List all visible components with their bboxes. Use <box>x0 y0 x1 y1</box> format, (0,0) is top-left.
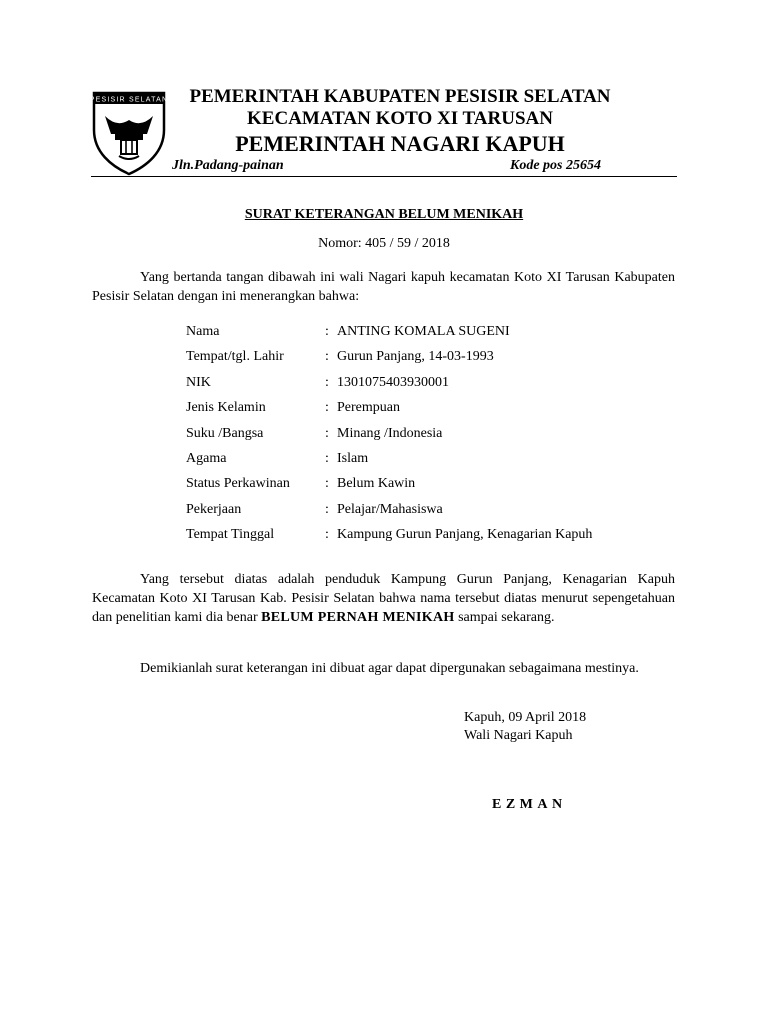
letterhead-district: KECAMATAN KOTO XI TARUSAN <box>247 108 553 129</box>
signature-title: Wali Nagari Kapuh <box>464 728 573 743</box>
field-label: Agama <box>186 450 227 466</box>
field-value: Perempuan <box>337 400 400 416</box>
field-label: Tempat/tgl. Lahir <box>186 349 284 365</box>
field-row <box>186 527 666 552</box>
letterhead-postcode: Kode pos 25654 <box>510 158 601 173</box>
field-colon: : <box>325 450 329 466</box>
field-value: ANTING KOMALA SUGENI <box>337 324 510 339</box>
field-colon: : <box>325 527 329 543</box>
statement-text-before: Yang tersebut diatas adalah penduduk Kampung Gurun Panjang, Kenagarian Kapuh Kecamatan Koto XI Tarusan Kab. Pesisir Selatan bahwa nama tersebut diatas menurut sepengetahuan dan penelitian kami dia benar <box>92 572 675 625</box>
field-label: Nama <box>186 324 220 339</box>
letterhead-nagari: PEMERINTAH NAGARI KAPUH <box>235 131 565 156</box>
intro-paragraph: Yang bertanda tangan dibawah ini wali Nagari kapuh kecamatan Koto XI Tarusan Kabupaten Pesisir Selatan dengan ini menerangkan bahwa: <box>92 270 675 304</box>
field-label: Tempat Tinggal <box>186 527 275 543</box>
field-colon: : <box>325 349 329 365</box>
field-row <box>186 375 666 400</box>
field-colon: : <box>325 476 329 492</box>
document-number: Nomor: 405 / 59 / 2018 <box>318 236 450 251</box>
closing-paragraph: Demikianlah surat keterangan ini dibuat agar dapat dipergunakan sebagaimana mestinya. <box>140 661 639 676</box>
field-colon: : <box>325 324 329 339</box>
statement-paragraph <box>92 570 675 627</box>
field-row <box>186 426 666 451</box>
field-row <box>186 349 666 374</box>
signature-place-date: Kapuh, 09 April 2018 <box>464 710 587 725</box>
field-colon: : <box>325 400 329 416</box>
letterhead-divider <box>91 176 677 177</box>
field-colon: : <box>325 425 329 441</box>
field-label: Suku /Bangsa <box>186 425 264 441</box>
identity-fields <box>186 324 666 553</box>
logo-text: PESISIR SELATAN <box>91 96 167 104</box>
field-value: Pelajar/Mahasiswa <box>337 501 443 517</box>
field-value: Minang /Indonesia <box>337 425 443 441</box>
document-title: SURAT KETERANGAN BELUM MENIKAH <box>244 207 524 222</box>
field-label: NIK <box>186 374 211 390</box>
field-value: Kampung Gurun Panjang, Kenagarian Kapuh <box>337 527 593 543</box>
field-value: Belum Kawin <box>337 476 416 492</box>
field-label: Status Perkawinan <box>186 476 290 492</box>
field-row <box>186 451 666 476</box>
field-colon: : <box>325 374 329 390</box>
field-value: 1301075403930001 <box>337 374 449 390</box>
statement-text-after: sampai sekarang. <box>454 610 555 625</box>
signatory-name: EZMAN <box>492 797 567 812</box>
field-colon: : <box>325 501 329 517</box>
statement-emphasis: BELUM PERNAH MENIKAH <box>261 610 455 625</box>
field-label: Jenis Kelamin <box>186 400 266 416</box>
field-row <box>186 324 666 349</box>
letterhead-regency: PEMERINTAH KABUPATEN PESISIR SELATAN <box>189 86 611 107</box>
field-row <box>186 400 666 425</box>
field-value: Gurun Panjang, 14-03-1993 <box>337 349 494 365</box>
letterhead-address: Jln.Padang-painan <box>172 158 284 173</box>
field-row <box>186 476 666 501</box>
field-row <box>186 502 666 527</box>
field-value: Islam <box>337 450 369 466</box>
field-label: Pekerjaan <box>186 501 242 517</box>
